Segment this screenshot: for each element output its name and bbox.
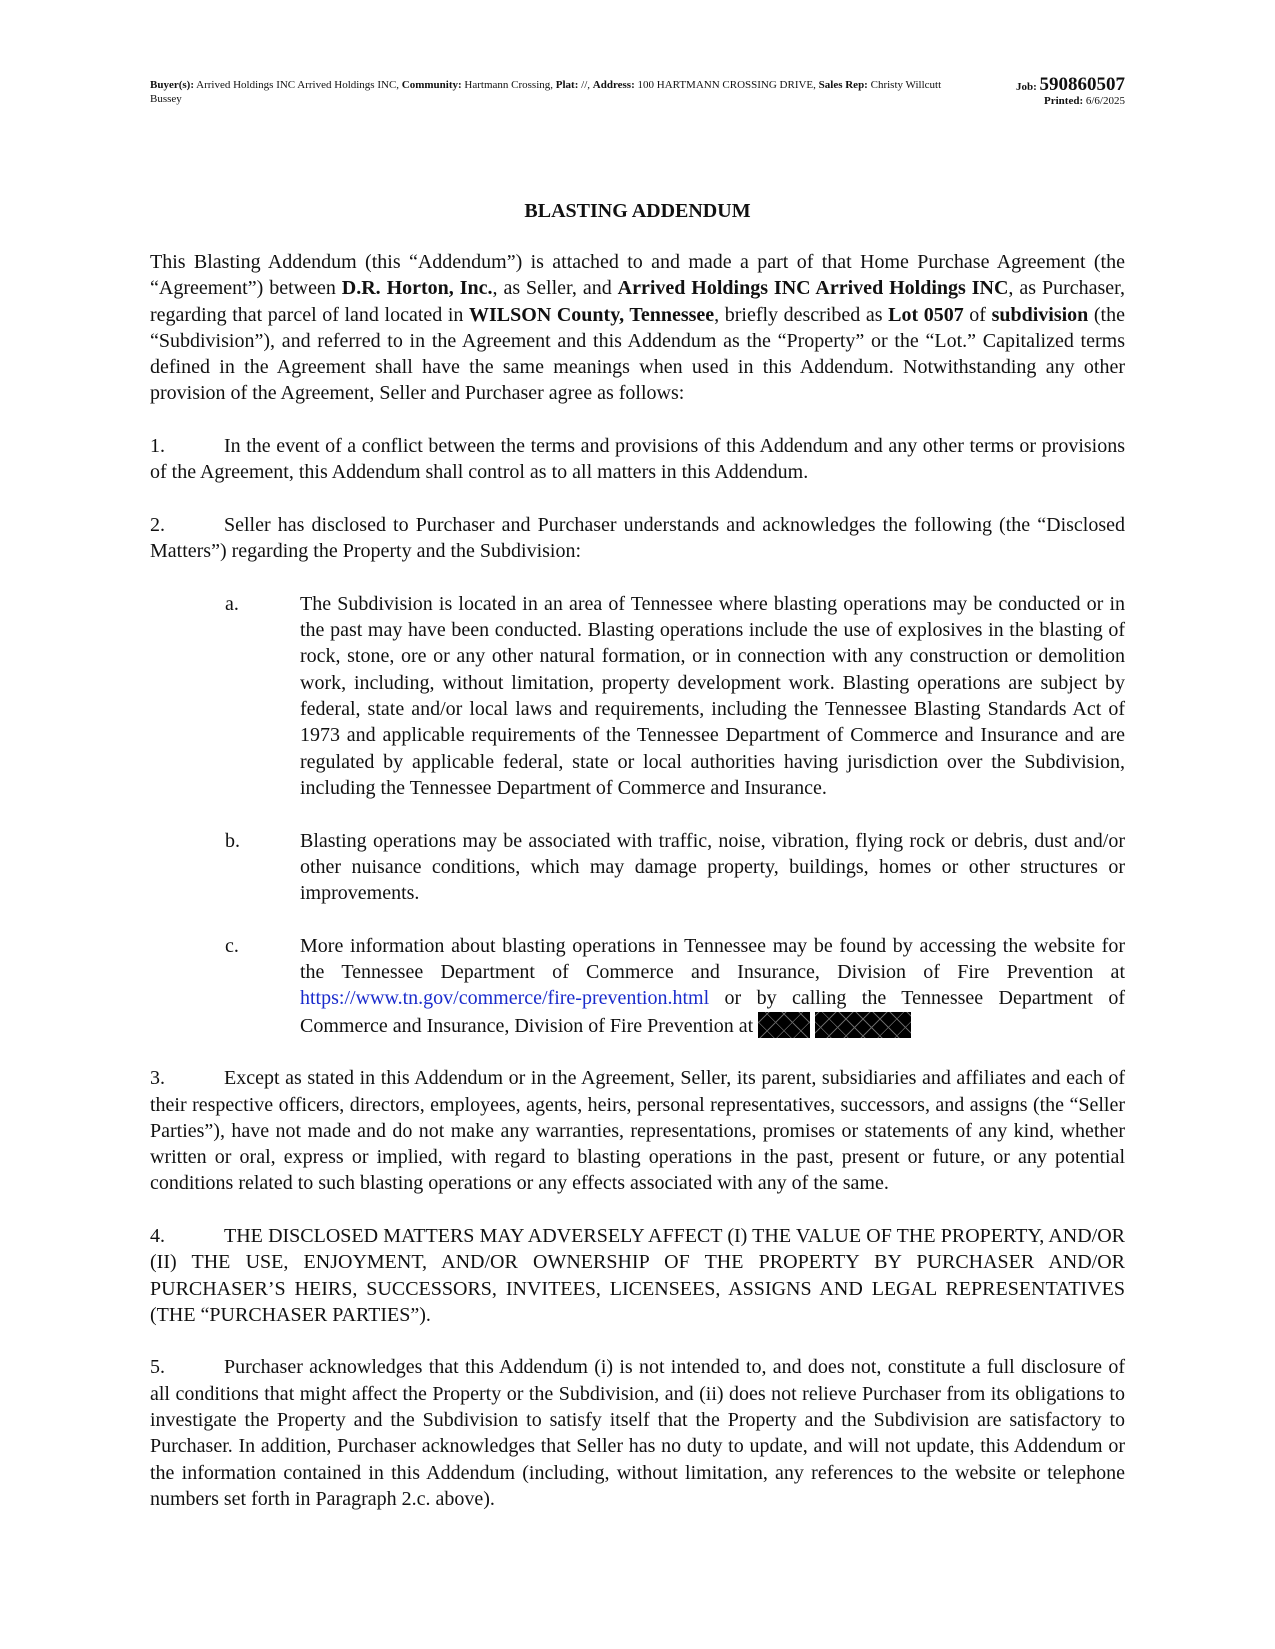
document-title: BLASTING ADDENDUM: [524, 200, 751, 222]
purchaser-name: Arrived Holdings INC Arrived Holdings INC: [617, 277, 1009, 300]
address-label: Address:: [592, 79, 635, 91]
section-4: 4. THE DISCLOSED MATTERS MAY ADVERSELY AFFECT (I) THE VALUE OF THE PROPERTY, AND/OR (II) THE USE, ENJOYMENT, AND/OR OWNERSHIP OF THE PROPERTY BY PURCHASER AND/OR PURCHASER’S HEIRS, SUCCESSORS, INVITEES, LICENSEES, ASSIGNS AND LEGAL REPRESENTATIVES (THE “PURCHASER PARTIES”).: [150, 1224, 1125, 1326]
sales-rep-label: Sales Rep:: [818, 79, 868, 91]
buyer-value: Arrived Holdings INC Arrived Holdings INC,: [196, 79, 400, 91]
sales-rep-value: Christy Willcutt Bussey: [150, 79, 942, 105]
header-details: [150, 78, 970, 106]
redacted-phone-part-2: [815, 1012, 911, 1038]
section-3: 3. Except as stated in this Addendum or in the Agreement, Seller, its parent, subsidiaries and affiliates and each of their respective officers, directors, employees, agents, heirs, personal representatives, successors, and assigns (the “Seller Parties”), have not made and do not make any warranties, representations, promises or statements of any kind, whether written or oral, express or implied, with regard to blasting operations in the past, present or future, or any potential conditions related to such blasting operations or any effects associated with any of the same.: [150, 1067, 1125, 1195]
seller-name: D.R. Horton, Inc.: [341, 277, 493, 300]
header-job-info: [1015, 74, 1125, 108]
buyer-label: Buyer(s):: [150, 79, 194, 91]
intro-paragraph: This Blasting Addendum (this “Addendum”) is attached to and made a part of that Home Purchase Agreement (the “Agreement”) between D.R. Horton, Inc., as Seller, and Arrived Holdings INC Arrived Holdings INC, as Purchaser, regarding that parcel of land located in WILSON County, Tennessee, briefly described as Lot 0507 of subdivision (the “Subdivision”), and referred to in the Agreement and this Addendum as the “Property” or the “Lot.” Capitalized terms defined in the Agreement shall have the same meanings when used in this Addendum. Notwithstanding any other provision of the Agreement, Seller and Purchaser agree as follows:: [150, 251, 1125, 405]
lot-number: Lot 0507: [888, 303, 964, 326]
subitem-a: a. The Subdivision is located in an area of Tennessee where blasting operations may be conducted or in the past may have been conducted. Blasting operations include the use of explosives in the blasting of rock, stone, ore or any other natural formation, or in connection with any construction or demolition work, including, without limitation, property development work. Blasting operations are subject by federal, state and/or local laws and requirements, including the Tennessee Blasting Standards Act of 1973 and applicable requirements of the Tennessee Department of Commerce and Insurance and are regulated by applicable federal, state or local authorities having jurisdiction over the Subdivision, including the Tennessee Department of Commerce and Insurance.: [225, 592, 1125, 799]
subdivision-name: subdivision: [991, 303, 1089, 326]
section-1: 1. In the event of a conflict between the terms and provisions of this Addendum and any other terms or provisions of the Agreement, this Addendum shall control as to all matters in this Addendum.: [150, 435, 1125, 484]
printed-date: 6/6/2025: [1085, 95, 1125, 107]
job-label: Job:: [1015, 81, 1037, 93]
job-number: 590860507: [1039, 74, 1125, 95]
section-2: 2. Seller has disclosed to Purchaser and Purchaser understands and acknowledges the following (the “Disclosed Matters”) regarding the Property and the Subdivision:: [150, 513, 1125, 563]
county-name: WILSON County, Tennessee: [469, 303, 715, 326]
plat-label: Plat:: [555, 79, 579, 91]
section-5: 5. Purchaser acknowledges that this Addendum (i) is not intended to, and does not, constitute a full disclosure of all conditions that might affect the Property or the Subdivision, and (ii) does not relieve Purchaser from its obligations to investigate the Property and the Subdivision to satisfy itself that the Property and the Subdivision are satisfactory to Purchaser. In addition, Purchaser acknowledges that Seller has no duty to update, and will not update, this Addendum or the information contained in this Addendum (including, without limitation, any references to the website or telephone numbers set forth in Paragraph 2.c. above).: [150, 1356, 1125, 1510]
fire-prevention-link[interactable]: https://www.tn.gov/commerce/fire-prevention.html: [300, 987, 710, 1010]
address-value: 100 HARTMANN CROSSING DRIVE,: [637, 79, 816, 91]
subitem-b: b. Blasting operations may be associated with traffic, noise, vibration, flying rock or debris, dust and/or other nuisance conditions, which may damage property, buildings, homes or other structures or improvements.: [225, 829, 1125, 905]
subitem-c: c. More information about blasting operations in Tennessee may be found by accessing the website for the Tennessee Department of Commerce and Insurance, Division of Fire Prevention at https://www.tn.gov/commerce/fire-prevention.html or by calling the Tennessee Department of Commerce and Insurance, Division of Fire Prevention at: [225, 934, 1125, 1037]
community-label: Community:: [401, 79, 462, 91]
document-body: [150, 198, 1125, 1512]
printed-label: Printed:: [1044, 95, 1084, 107]
redacted-phone-part-1: [758, 1012, 810, 1038]
community-value: Hartmann Crossing,: [464, 79, 554, 91]
plat-value: //,: [581, 79, 591, 91]
